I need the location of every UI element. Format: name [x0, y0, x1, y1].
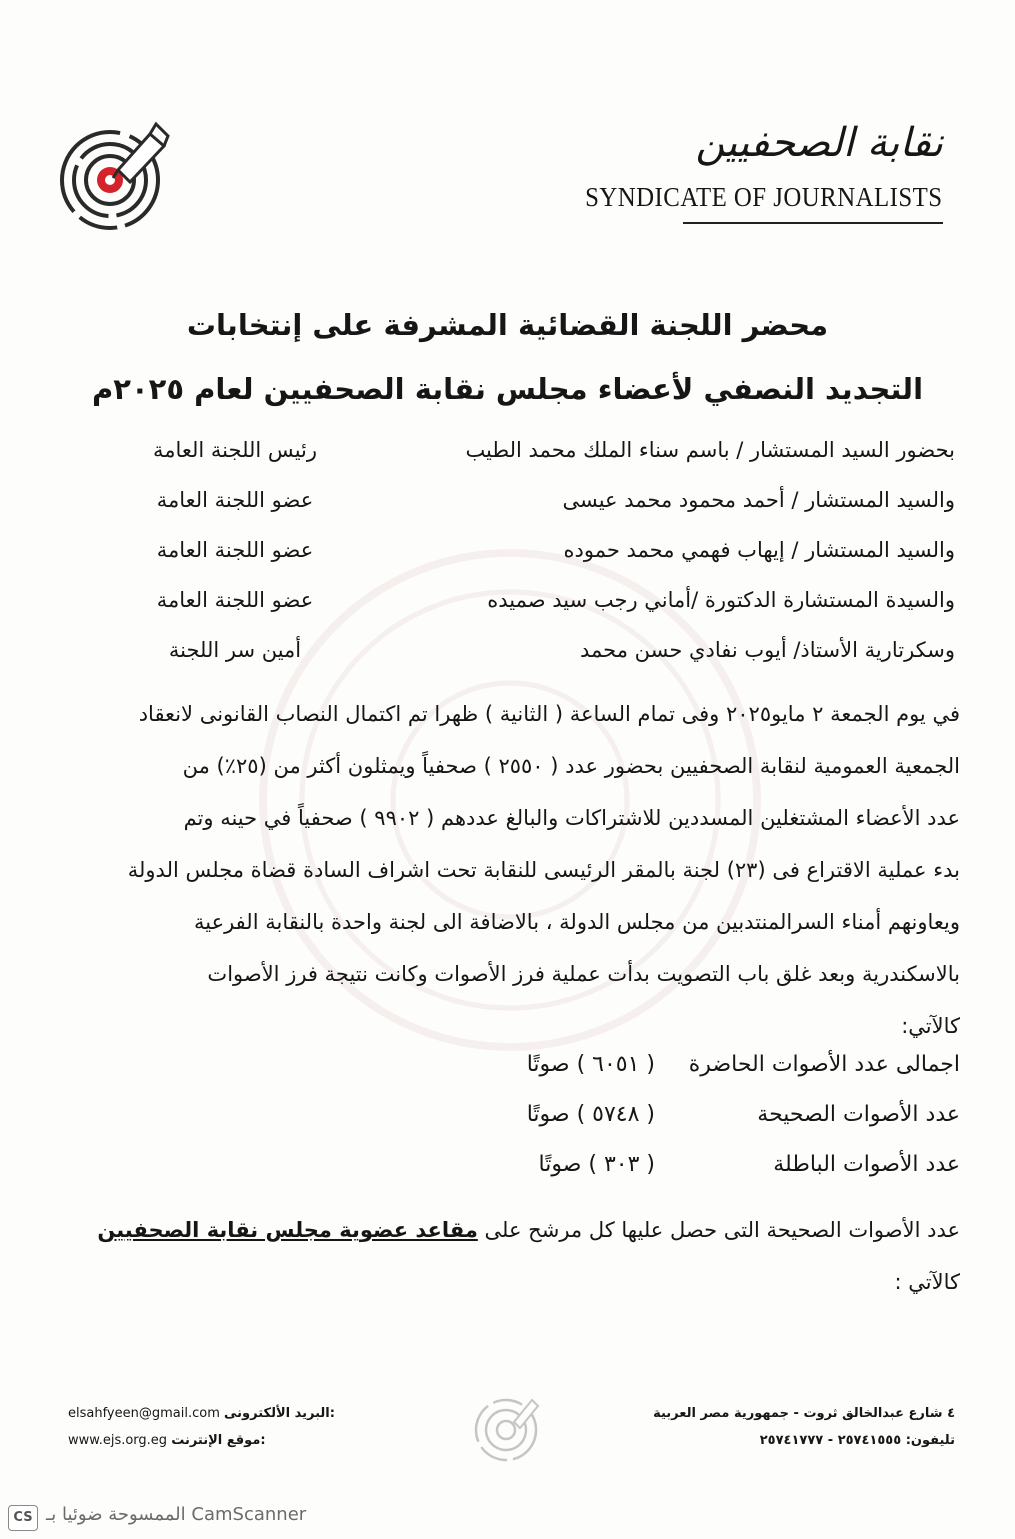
- footer-email-row: [68, 1400, 335, 1427]
- committee-member-role: عضو اللجنة العامة: [156, 538, 314, 562]
- vote-value: ( ٥٧٤٨ ) صوتًا: [526, 1102, 655, 1127]
- footer-email-label: البريد الألكترونى:: [224, 1406, 335, 1421]
- body-line: عدد الأعضاء المشتغلين المسددين للاشتراكات والبالغ عددهم ( ٩٩٠٢ ) صحفياً في حينه وتم: [183, 806, 960, 830]
- footer-email[interactable]: elsahfyeen@gmail.com: [68, 1406, 220, 1421]
- syndicate-logo-icon: [58, 118, 174, 234]
- winners-emphasis: مقاعد عضوية مجلس نقابة الصحفيين: [97, 1218, 478, 1242]
- winners-line: كالآتي :: [894, 1270, 960, 1294]
- winners-line: [60, 1204, 960, 1256]
- committee-member-name: والسيد المستشار / إيهاب فهمي محمد حموده: [563, 538, 955, 562]
- minutes-body: [60, 688, 960, 1052]
- footer-logo-icon: [470, 1392, 542, 1464]
- vote-value: ( ٣٠٣ ) صوتًا: [538, 1152, 655, 1177]
- vote-label: عدد الأصوات الصحيحة: [757, 1102, 960, 1127]
- committee-member-name: والسيد المستشار / أحمد محمود محمد عيسى: [562, 488, 955, 512]
- header-divider: [683, 222, 943, 224]
- camscanner-text: الممسوحة ضوئيا بـ CamScanner: [46, 1504, 307, 1525]
- committee-row: [60, 538, 955, 578]
- footer-website-row: [68, 1427, 335, 1454]
- body-line: بالاسكندرية وبعد غلق باب التصويت بدأت عملية فرز الأصوات وكانت نتيجة فرز الأصوات: [207, 962, 960, 986]
- committee-member-role: عضو اللجنة العامة: [156, 588, 314, 612]
- footer-website-label: موقع الإنترنت:: [171, 1433, 266, 1448]
- camscanner-badge-icon: CS: [8, 1505, 38, 1531]
- footer-contact-block: [68, 1400, 335, 1454]
- footer-address-block: [653, 1400, 955, 1454]
- committee-member-role: رئيس اللجنة العامة: [152, 438, 318, 462]
- committee-row: [60, 588, 955, 628]
- vote-label: اجمالى عدد الأصوات الحاضرة: [688, 1052, 960, 1077]
- org-name-arabic: نقابة الصحفيين: [695, 120, 943, 166]
- footer-website[interactable]: www.ejs.org.eg: [68, 1433, 168, 1448]
- body-line: بدء عملية الاقتراع فى (٢٣) لجنة بالمقر الرئيسى للنقابة تحت اشراف السادة قضاة مجلس الدولة: [127, 858, 960, 882]
- vote-value: ( ٦٠٥١ ) صوتًا: [526, 1052, 655, 1077]
- body-line: كالآتي:: [901, 1014, 960, 1038]
- vote-label: عدد الأصوات الباطلة: [773, 1152, 960, 1177]
- winners-intro: [60, 1204, 960, 1308]
- committee-row: [60, 638, 955, 678]
- vote-count-row: [60, 1102, 960, 1142]
- committee-row: [60, 438, 955, 478]
- committee-member-name: بحضور السيد المستشار / باسم سناء الملك محمد الطيب: [465, 438, 955, 462]
- winners-prefix: عدد الأصوات الصحيحة التى حصل عليها كل مرشح على: [477, 1218, 960, 1242]
- org-name-english: SYNDICATE OF JOURNALISTS: [585, 182, 943, 212]
- committee-member-name: والسيدة المستشارة الدكتورة /أماني رجب سيد صميده: [487, 588, 955, 612]
- body-line: الجمعية العمومية لنقابة الصحفيين بحضور عدد ( ٢٥٥٠ ) صحفياً ويمثلون أكثر من (٢٥٪) من: [182, 754, 960, 778]
- footer-phone: تليفون: ٢٥٧٤١٥٥٥ - ٢٥٧٤١٧٧٧: [759, 1433, 955, 1448]
- committee-row: [60, 488, 955, 528]
- committee-member-role: عضو اللجنة العامة: [156, 488, 314, 512]
- vote-count-row: [60, 1152, 960, 1192]
- body-line: ويعاونهم أمناء السرالمنتدبين من مجلس الدولة ، بالاضافة الى لجنة واحدة بالنقابة الفرعية: [193, 910, 960, 934]
- body-line: في يوم الجمعة ٢ مايو٢٠٢٥ وفى تمام الساعة ( الثانية ) ظهرا تم اكتمال النصاب القانونى لانعقاد: [138, 702, 960, 726]
- document-subtitle: التجديد النصفي لأعضاء مجلس نقابة الصحفيين لعام ٢٠٢٥م: [91, 372, 924, 406]
- committee-member-role: أمين سر اللجنة: [168, 638, 302, 662]
- camscanner-watermark: [8, 1503, 388, 1535]
- vote-count-row: [60, 1052, 960, 1092]
- footer-address: ٤ شارع عبدالخالق ثروت - جمهورية مصر العربية: [653, 1406, 955, 1421]
- document-title: محضر اللجنة القضائية المشرفة على إنتخابات: [186, 308, 829, 342]
- committee-member-name: وسكرتارية الأستاذ/ أيوب نفادي حسن محمد: [580, 638, 955, 662]
